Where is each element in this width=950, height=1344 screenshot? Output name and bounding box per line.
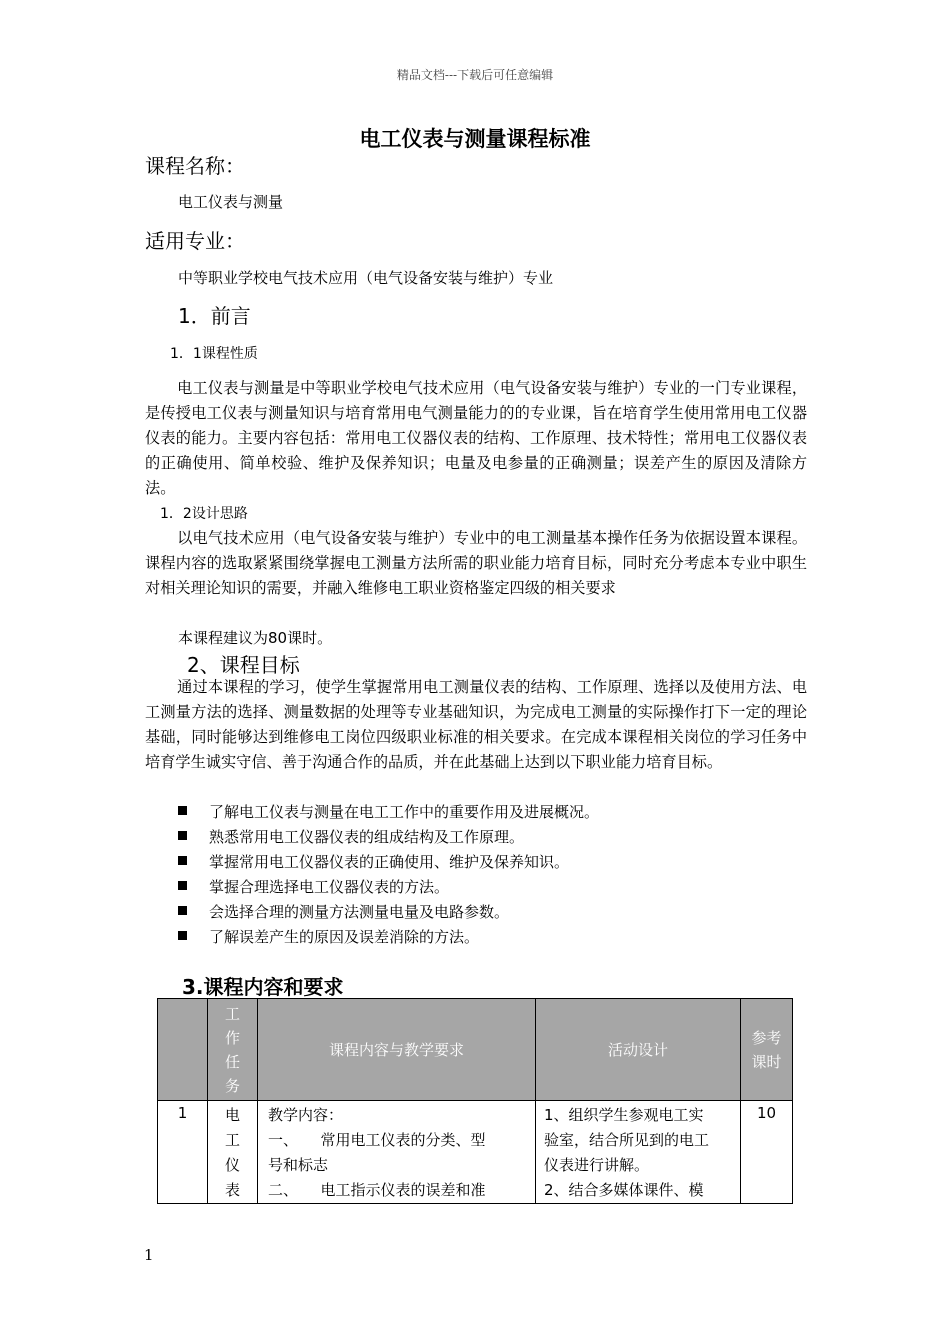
goal-item: 熟悉常用电工仪器仪表的组成结构及工作原理。 [178, 825, 599, 850]
goal-item: 了解电工仪表与测量在电工工作中的重要作用及进展概况。 [178, 800, 599, 825]
row-number: 1 [158, 1101, 208, 1204]
section-1-2-heading: 1．2设计思路 [160, 506, 248, 522]
table-header-row [158, 999, 793, 1101]
goal-item: 了解误差产生的原因及误差消除的方法。 [178, 925, 599, 950]
row-activity: 1、组织学生参观电工实 验室，结合所见到的电工 仪表进行讲解。 2、结合多媒体课件、模 [536, 1101, 741, 1204]
square-bullet-icon [178, 856, 187, 865]
section-1-heading: 1．前言 [178, 304, 251, 328]
goal-item: 会选择合理的测量方法测量电量及电路参数。 [178, 900, 599, 925]
row-content: 教学内容： 一、 常用电工仪表的分类、型 号和标志 二、 电工指示仪表的误差和准 [258, 1101, 536, 1204]
goals-list [178, 800, 599, 950]
square-bullet-icon [178, 831, 187, 840]
section-2-heading: 2、课程目标 [187, 653, 300, 677]
watermark-header: 精品文档---下载后可任意编辑 [396, 68, 554, 82]
document-title: 电工仪表与测量课程标准 [359, 127, 591, 151]
header-number [158, 999, 208, 1101]
header-activity: 活动设计 [536, 999, 741, 1101]
square-bullet-icon [178, 806, 187, 815]
section-3-heading: 3.课程内容和要求 [182, 975, 344, 999]
section-2-paragraph: 通过本课程的学习，使学生掌握常用电工测量仪表的结构、工作原理、选择以及使用方法、电工测量方法的选择、测量数据的处理等专业基础知识，为完成电工测量的实际操作打下一定的理论基础，同时能够达到维修电工岗位四级职业标准的相关要求。在完成本课程相关岗位的学习任务中培育学生诚实守信、善于沟通合作的品质，并在此基础上达到以下职业能力培育目标。 [145, 678, 807, 771]
course-name-label: 课程名称： [145, 154, 245, 178]
square-bullet-icon [178, 881, 187, 890]
section-1-1-heading: 1．1课程性质 [170, 346, 258, 362]
major-value: 中等职业学校电气技术应用（电气设备安装与维护）专业 [178, 269, 554, 287]
course-hours-note: 本课程建议为80课时。 [178, 629, 333, 647]
header-content: 课程内容与教学要求 [258, 999, 536, 1101]
goal-item: 掌握常用电工仪器仪表的正确使用、维护及保养知识。 [178, 850, 599, 875]
page-number: 1 [144, 1246, 154, 1264]
header-hours: 参考 课时 [741, 999, 793, 1101]
square-bullet-icon [178, 906, 187, 915]
section-1-1-paragraph: 电工仪表与测量是中等职业学校电气技术应用（电气设备安装与维护）专业的一门专业课程，是传授电工仪表与测量知识与培育常用电气测量能力的的专业课，旨在培育学生使用常用电工仪器仪表的能力。主要内容包括：常用电工仪器仪表的结构、工作原理、技术特性；常用电工仪器仪表的正确使用、简单校验、维护及保养知识；电量及电参量的正确测量；误差产生的原因及清除方法。 [145, 379, 807, 497]
course-name-value: 电工仪表与测量 [178, 193, 284, 211]
goal-item: 掌握合理选择电工仪器仪表的方法。 [178, 875, 599, 900]
header-task: 工 作 任 务 [208, 999, 258, 1101]
table-row [158, 1101, 793, 1204]
row-hours: 10 [741, 1101, 793, 1204]
row-task: 电 工 仪 表 [208, 1101, 258, 1204]
square-bullet-icon [178, 931, 187, 940]
major-label: 适用专业： [145, 229, 245, 253]
section-1-2-paragraph: 以电气技术应用（电气设备安装与维护）专业中的电工测量基本操作任务为依据设置本课程。课程内容的选取紧紧围绕掌握电工测量方法所需的职业能力培育目标，同时充分考虑本专业中职生对相关理论知识的需要，并融入维修电工职业资格鉴定四级的相关要求 [145, 529, 807, 597]
course-content-table [157, 998, 793, 1204]
